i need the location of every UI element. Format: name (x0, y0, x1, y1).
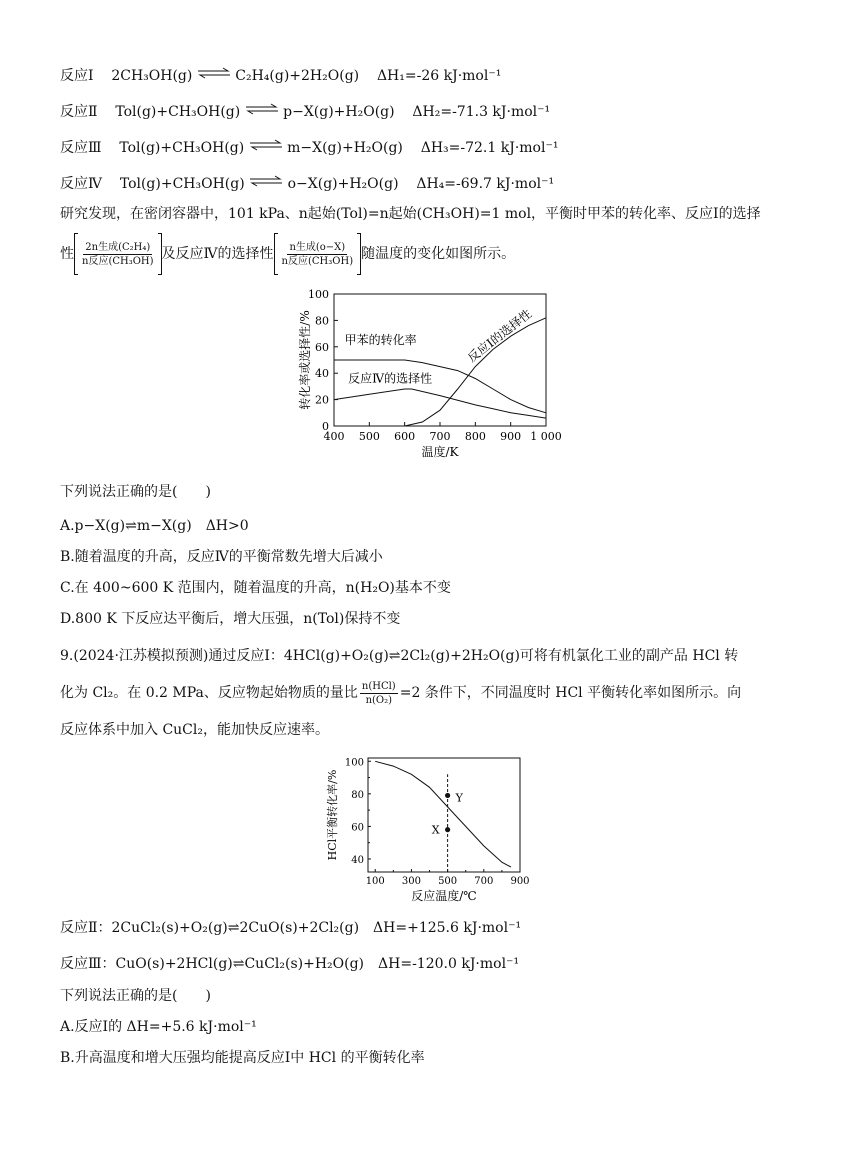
fraction-numerator: n生成(o−X) (289, 241, 346, 253)
reaction-lhs: 2CH₃OH(g) (111, 68, 193, 84)
y-axis-label: HCl平衡转化率/% (326, 769, 339, 861)
x-tick-label: 1 000 (530, 430, 562, 443)
series-label-toluene: 甲苯的转化率 (344, 333, 417, 348)
q9-reaction-2: 反应Ⅱ：2CuCl₂(s)+O₂(g)⇌2CuO(s)+2Cl₂(g) ΔH=+125.6 kJ·mol⁻¹ (60, 920, 522, 936)
reaction-lhs: Tol(g)+CH₃OH(g) (119, 176, 245, 192)
series-label-reaction-iv: 反应Ⅳ的选择性 (348, 371, 433, 386)
q8-option-a: A.p−X(g)⇌m−X(g) ΔH>0 (60, 518, 249, 534)
q8-option-d: D.800 K 下反应达平衡后，增大压强，n(Tol)保持不变 (60, 611, 401, 627)
reaction-1 (60, 66, 501, 86)
q8-intro-line2 (60, 232, 515, 276)
x-tick-label: 500 (438, 876, 458, 887)
point-label-y: Y (455, 791, 463, 805)
fraction-denominator: n反应(CH₃OH) (82, 255, 154, 267)
plot-frame (368, 758, 520, 872)
x-tick-label: 900 (500, 430, 522, 443)
reaction-rhs: m−X(g)+H₂O(g) (287, 140, 403, 156)
chart-toluene-conversion (292, 282, 572, 472)
reaction-enthalpy: ΔH₂=-71.3 kJ·mol⁻¹ (412, 104, 551, 120)
x-tick-label: 900 (510, 876, 530, 887)
x-tick-label: 400 (323, 430, 345, 443)
series-line (375, 761, 511, 867)
q8-text-b: 及反应Ⅳ的选择性 (161, 246, 274, 262)
reaction-4 (60, 174, 554, 194)
x-tick-label: 700 (429, 430, 451, 443)
fraction-denominator: n反应(CH₃OH) (281, 255, 354, 267)
reaction-label: 反应Ⅲ (60, 140, 102, 156)
reaction-2 (60, 102, 550, 122)
series-line-1 (334, 360, 546, 413)
y-tick-label: 40 (315, 367, 329, 381)
fraction-numerator: 2n生成(C₂H₄) (85, 241, 151, 253)
q9-option-b: B.升高温度和增大压强均能提高反应Ⅰ中 HCl 的平衡转化率 (60, 1050, 425, 1066)
equilibrium-arrow-icon (249, 175, 283, 187)
y-tick-label: 60 (315, 340, 329, 354)
q9-option-a: A.反应Ⅰ的 ΔH=+5.6 kJ·mol⁻¹ (60, 1019, 257, 1035)
q8-text-a: 性 (60, 246, 74, 262)
y-tick-label: 80 (351, 789, 364, 801)
x-tick-label: 600 (394, 430, 416, 443)
q9-reaction-3: 反应Ⅲ：CuO(s)+2HCl(g)⇌CuCl₂(s)+H₂O(g) ΔH=-120.0 kJ·mol⁻¹ (60, 956, 520, 972)
reaction-label: 反应Ⅳ (60, 176, 102, 192)
x-tick-label: 500 (358, 430, 380, 443)
x-axis-label: 温度/K (421, 445, 459, 459)
reaction-rhs: p−X(g)+H₂O(g) (283, 104, 395, 120)
reaction-rhs: o−X(g)+H₂O(g) (287, 176, 399, 192)
equilibrium-arrow-icon (197, 67, 231, 79)
reaction-lhs: Tol(g)+CH₃OH(g) (115, 104, 241, 120)
q8-option-c: C.在 400~600 K 范围内，随着温度的升高，n(H₂O)基本不变 (60, 580, 451, 596)
q9-question: 下列说法正确的是( ) (60, 988, 211, 1004)
x-tick-label: 300 (401, 876, 421, 887)
q9-text-b: =2 条件下，不同温度时 HCl 平衡转化率如图所示。向 (399, 685, 742, 701)
y-tick-label: 40 (351, 854, 364, 866)
q8-question: 下列说法正确的是( ) (60, 484, 211, 500)
series-label-reaction-i: 反应Ⅰ的选择性 (465, 306, 535, 366)
y-tick-label: 100 (344, 757, 364, 769)
q8-intro-line1: 研究发现，在密闭容器中，101 kPa、n起始(Tol)=n起始(CH₃OH)=1 mol，平衡时甲苯的转化率、反应Ⅰ的选择 (60, 206, 761, 222)
selectivity-fraction-1 (74, 234, 162, 274)
q9-text-a: 化为 Cl₂。在 0.2 MPa、反应物起始物质的量比 (60, 685, 358, 701)
y-tick-label: 0 (322, 420, 329, 433)
x-axis-label: 反应温度/℃ (411, 889, 477, 903)
reaction-label: 反应Ⅱ (60, 104, 98, 120)
point-y (445, 793, 450, 798)
reaction-enthalpy: ΔH₄=-69.7 kJ·mol⁻¹ (416, 176, 555, 192)
equilibrium-arrow-icon (245, 103, 279, 115)
q8-text-c: 随温度的变化如图所示。 (361, 246, 516, 262)
x-tick-label: 700 (474, 876, 494, 887)
y-axis-label: 转化率或选择性/% (298, 310, 312, 410)
q9-line2 (60, 676, 741, 710)
ratio-numerator: n(HCl) (361, 680, 396, 692)
reaction-label: 反应Ⅰ (60, 68, 94, 84)
q9-line1: 9.(2024·江苏模拟预测)通过反应Ⅰ：4HCl(g)+O₂(g)⇌2Cl₂(g)+2H₂O(g)可将有机氯化工业的副产品 HCl 转 (60, 648, 739, 664)
ratio-denominator: n(O₂) (365, 694, 393, 706)
chart-hcl-conversion (320, 752, 540, 910)
reaction-rhs: C₂H₄(g)+2H₂O(g) (235, 68, 360, 84)
x-tick-label: 800 (464, 430, 486, 443)
reaction-lhs: Tol(g)+CH₃OH(g) (119, 140, 245, 156)
equilibrium-arrow-icon (249, 139, 283, 151)
reaction-enthalpy: ΔH₃=-72.1 kJ·mol⁻¹ (420, 140, 559, 156)
point-x (445, 827, 450, 832)
selectivity-fraction-2 (274, 234, 362, 274)
point-label-x: X (431, 823, 440, 837)
q8-option-b: B.随着温度的升高，反应Ⅳ的平衡常数先增大后减小 (60, 549, 383, 565)
x-tick-label: 100 (365, 876, 385, 887)
reaction-enthalpy: ΔH₁=-26 kJ·mol⁻¹ (376, 68, 502, 84)
y-tick-label: 80 (315, 314, 329, 328)
q9-line3: 反应体系中加入 CuCl₂，能加快反应速率。 (60, 722, 329, 738)
y-tick-label: 60 (351, 822, 364, 834)
y-tick-label: 20 (315, 393, 329, 407)
reaction-3 (60, 138, 558, 158)
y-tick-label: 100 (308, 288, 329, 301)
series-line-2 (334, 389, 546, 418)
